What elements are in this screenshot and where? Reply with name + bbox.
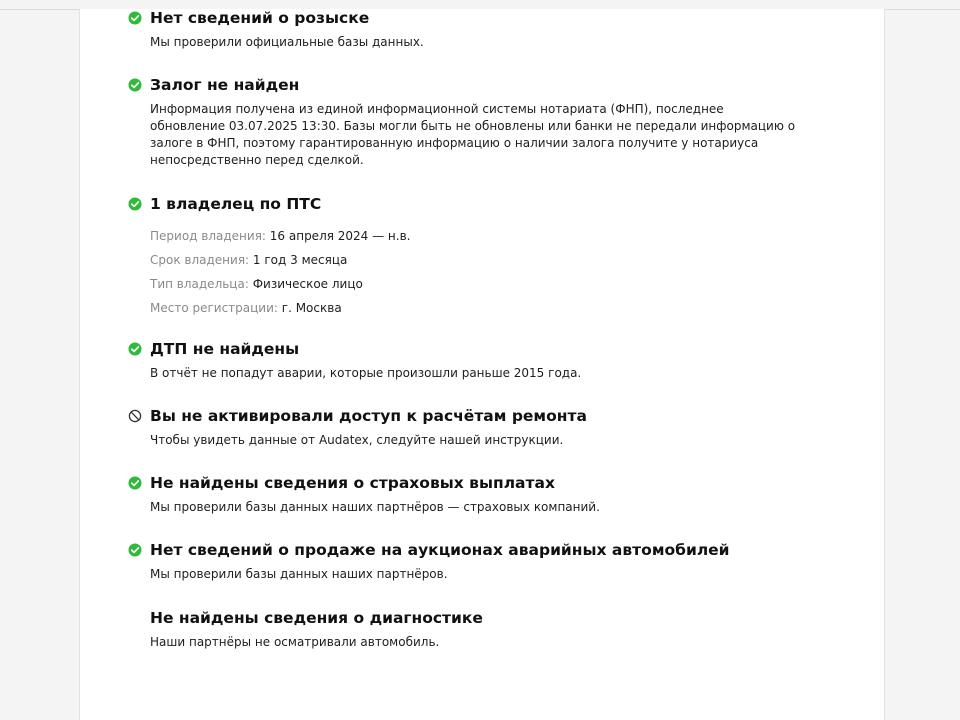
owner-detail-label: Период владения:: [150, 229, 270, 243]
description-line: залоге в ФНП, поэтому гарантированную информацию о наличии залога получите у нотариуса: [150, 136, 759, 150]
owner-detail-label: Место регистрации:: [150, 301, 282, 315]
section-description: В отчёт не попадут аварии, которые произошли раньше 2015 года.: [150, 366, 582, 380]
owner-detail-value: Физическое лицо: [252, 277, 363, 291]
check-circle-icon: [128, 342, 142, 356]
owner-detail-value: 16 апреля 2024 — н.в.: [269, 229, 411, 243]
section-title: Не найдены сведения о диагностике: [150, 609, 483, 627]
section-description: Чтобы увидеть данные от Audatex, следуйте нашей инструкции.: [150, 433, 564, 447]
section-description: Мы проверили официальные базы данных.: [150, 35, 424, 49]
owner-detail-row: [150, 300, 342, 317]
section-title: Нет сведений о розыске: [150, 9, 370, 27]
section-title: 1 владелец по ПТС: [150, 195, 322, 213]
owner-detail-label: Тип владельца:: [150, 277, 253, 291]
check-circle-icon: [128, 543, 142, 557]
section-title: Вы не активировали доступ к расчётам ремонта: [150, 407, 587, 425]
description-line: непосредственно перед сделкой.: [150, 153, 364, 167]
section-title: Не найдены сведения о страховых выплатах: [150, 474, 555, 492]
check-circle-icon: [128, 197, 142, 211]
owner-detail-label: Срок владения:: [150, 253, 253, 267]
section-description: Мы проверили базы данных наших партнёров — страховых компаний.: [150, 500, 600, 514]
check-circle-icon: [128, 78, 142, 92]
section-description: [150, 101, 830, 169]
section-title: Нет сведений о продаже на аукционах аварийных автомобилей: [150, 541, 730, 559]
owner-detail-value: г. Москва: [281, 301, 342, 315]
section-title: Залог не найден: [150, 76, 300, 94]
owner-detail-row: [150, 276, 363, 293]
description-line: обновление 03.07.2025 13:30. Базы могли быть не обновлены или банки не передали информацию о: [150, 119, 796, 133]
owner-detail-row: [150, 228, 410, 245]
description-line: Информация получена из единой информационной системы нотариата (ФНП), последнее: [150, 102, 724, 116]
check-circle-icon: [128, 476, 142, 490]
section-title: ДТП не найдены: [150, 340, 300, 358]
section-description: Мы проверили базы данных наших партнёров.: [150, 567, 448, 581]
owner-detail-value: 1 год 3 месяца: [252, 253, 348, 267]
check-circle-icon: [128, 11, 142, 25]
section-description: Наши партнёры не осматривали автомобиль.: [150, 635, 440, 649]
owner-detail-row: [150, 252, 347, 269]
blocked-icon: [128, 409, 142, 423]
